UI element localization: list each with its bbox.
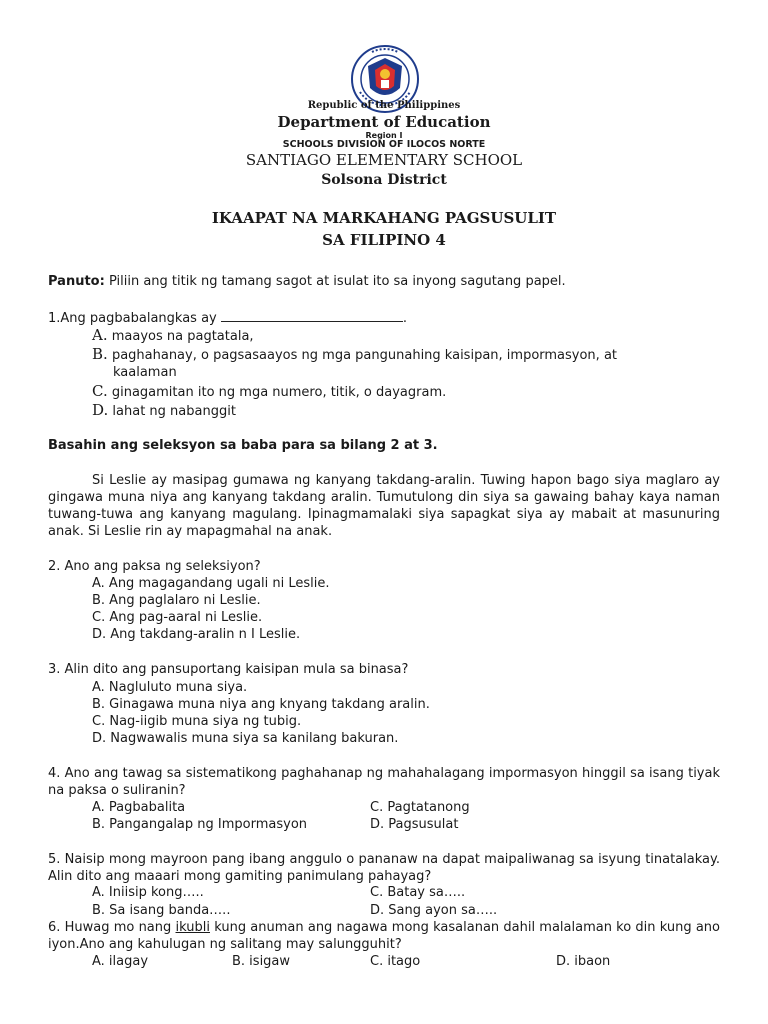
q6-option-d: D. ibaon xyxy=(556,954,611,969)
republic-label: Republic of the Philippines xyxy=(307,100,461,111)
instructions xyxy=(48,273,566,290)
q5-option-b: B. Sa isang banda….. xyxy=(92,903,231,918)
q4-option-b: B. Pangangalap ng Impormasyon xyxy=(92,817,308,832)
question-2-stem: 2. Ano ang paksa ng seleksiyon? xyxy=(48,559,261,574)
q2-option-d: D. Ang takdang-aralin n I Leslie. xyxy=(92,627,301,642)
question-4-stem: 4. Ano ang tawag sa sistematikong paghahanap ng mahahalagang impormasyon hinggil sa isang tiyak na paksa o suliranin? xyxy=(48,766,720,798)
q1-option-b xyxy=(92,346,617,364)
option-letter: B. xyxy=(92,345,108,363)
selection-passage: Si Leslie ay masipag gumawa ng kanyang takdang-aralin. Tuwing hapon bago siya maglaro ay gingawa muna niya ang kanyang takdang aralin. Tumutulong din siya sa gawaing bahay kaya naman tuwang-tuwa ang kanyang magulang. Ipinagmamalaki siya sapagkat siya ay mabait at masunuring anak. Si Leslie rin ay mapagmahal na anak. xyxy=(48,473,720,539)
underlined-word: ikubli xyxy=(175,920,210,935)
question-6-stem-before: 6. Huwag mo nang xyxy=(48,920,172,935)
q5-option-c: C. Batay sa….. xyxy=(370,885,466,900)
q4-option-a: A. Pagbabalita xyxy=(92,800,186,815)
district-name: Solsona District xyxy=(321,172,447,188)
q5-option-d: D. Sang ayon sa….. xyxy=(370,903,498,918)
q2-option-a: A. Ang magagandang ugali ni Leslie. xyxy=(92,576,330,591)
q1-option-b-continued: kaalaman xyxy=(113,365,177,380)
option-text: lahat ng nabanggit xyxy=(112,404,236,419)
q3-option-d: D. Nagwawalis muna siya sa kanilang bakuran. xyxy=(92,731,399,746)
q3-option-c: C. Nag-iigib muna siya ng tubig. xyxy=(92,714,302,729)
test-title: IKAAPAT NA MARKAHANG PAGSUSULIT xyxy=(211,209,557,227)
selection-heading: Basahin ang seleksyon sa baba para sa bilang 2 at 3. xyxy=(48,438,438,453)
school-name: SANTIAGO ELEMENTARY SCHOOL xyxy=(245,151,523,169)
question-6-stem xyxy=(48,919,720,953)
q5-option-a: A. Iniisip kong….. xyxy=(92,885,204,900)
q6-option-c: C. itago xyxy=(370,954,421,969)
q6-option-a: A. ilagay xyxy=(92,954,149,969)
option-letter: D. xyxy=(92,401,109,419)
instructions-text: Piliin ang titik ng tamang sagot at isulat ito sa inyong sagutang papel. xyxy=(108,274,566,289)
question-5-stem: 5. Naisip mong mayroon pang ibang anggulo o pananaw na dapat maipaliwanag sa isyung tinatalakay. Alin dito ang maaari mong gamiting panimulang pahayag? xyxy=(48,852,720,884)
answer-blank xyxy=(221,309,403,322)
option-text: paghahanay, o pagsasaayos ng mga pangunahing kaisipan, impormasyon, at xyxy=(111,348,618,363)
q1-option-d xyxy=(92,402,236,420)
q2-option-b: B. Ang paglalaro ni Leslie. xyxy=(92,593,261,608)
question-6-stem-after: kung anuman ang nagawa mong kasalanan dahil malalaman ko din kung ano iyon.Ano ang kahulugan ng salitang may salungguhit? xyxy=(48,920,720,952)
region-label: Region I xyxy=(365,131,403,140)
q4-option-d: D. Pagsusulat xyxy=(370,817,459,832)
q1-option-c xyxy=(92,383,446,401)
question-3-stem: 3. Alin dito ang pansuportang kaisipan mula sa binasa? xyxy=(48,662,409,677)
q1-option-a xyxy=(92,327,254,345)
option-text: ginagamitan ito ng mga numero, titik, o dayagram. xyxy=(111,385,447,400)
q4-option-c: C. Pagtatanong xyxy=(370,800,470,815)
instructions-label: Panuto: xyxy=(48,274,105,289)
question-1-stem: 1.Ang pagbabalangkas ay xyxy=(48,311,217,326)
q2-option-c: C. Ang pag-aaral ni Leslie. xyxy=(92,610,263,625)
question-1-end: . xyxy=(402,311,408,326)
subject-title: SA FILIPINO 4 xyxy=(322,231,446,249)
option-text: maayos na pagtatala, xyxy=(111,329,254,344)
division-label: SCHOOLS DIVISION OF ILOCOS NORTE xyxy=(282,139,486,150)
question-1 xyxy=(48,309,407,327)
q3-option-a: A. Nagluluto muna siya. xyxy=(92,680,248,695)
q6-option-b: B. isigaw xyxy=(232,954,291,969)
option-letter: A. xyxy=(92,326,108,344)
q3-option-b: B. Ginagawa muna niya ang knyang takdang aralin. xyxy=(92,697,430,712)
department-label: Department of Education xyxy=(277,113,491,131)
option-letter: C. xyxy=(92,382,108,400)
